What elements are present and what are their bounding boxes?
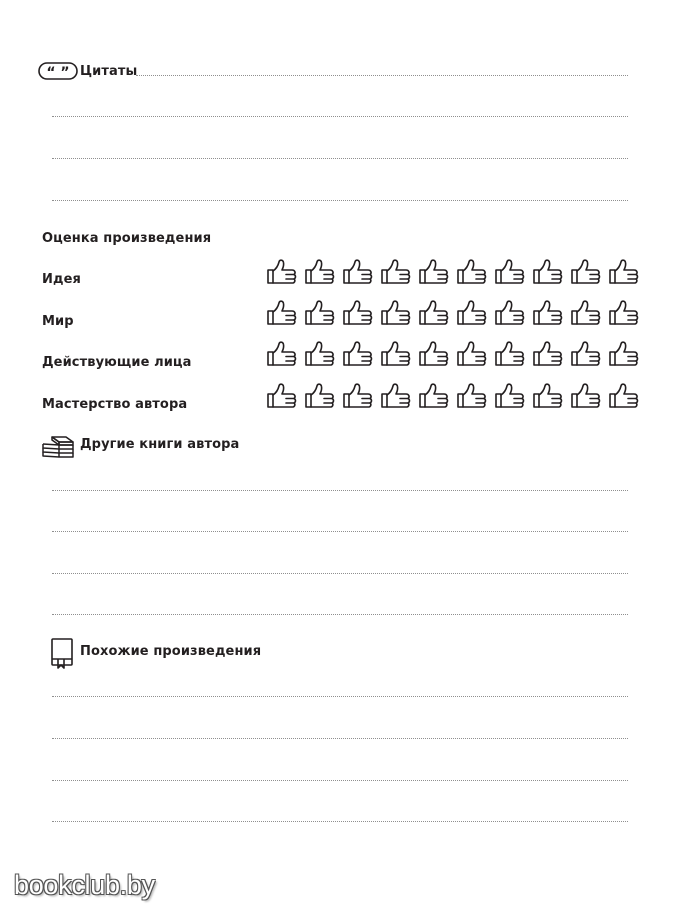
thumb-up-icon[interactable] [341, 381, 378, 409]
thumb-up-icon[interactable] [303, 257, 340, 285]
other-books-line-3[interactable] [52, 573, 628, 574]
thumb-up-icon[interactable] [531, 257, 568, 285]
thumb-up-icon[interactable] [265, 298, 302, 326]
thumb-up-icon[interactable] [341, 298, 378, 326]
thumb-up-icon[interactable] [303, 381, 340, 409]
thumb-up-icon[interactable] [569, 257, 606, 285]
thumb-up-icon[interactable] [455, 257, 492, 285]
criterion-label-mastery: Мастерство автора [42, 397, 188, 412]
thumb-up-icon[interactable] [607, 381, 644, 409]
criterion-label-characters: Действующие лица [42, 355, 192, 370]
rating-row-characters[interactable] [265, 339, 644, 367]
thumb-up-icon[interactable] [531, 298, 568, 326]
thumb-up-icon[interactable] [493, 257, 530, 285]
thumb-up-icon[interactable] [303, 339, 340, 367]
thumb-up-icon[interactable] [607, 257, 644, 285]
rating-row-mastery[interactable] [265, 381, 644, 409]
thumb-up-icon[interactable] [607, 298, 644, 326]
thumb-up-icon[interactable] [569, 298, 606, 326]
thumb-up-icon[interactable] [531, 339, 568, 367]
quotes-line-3[interactable] [52, 158, 628, 159]
rating-row-idea[interactable] [265, 257, 644, 285]
thumb-up-icon[interactable] [493, 339, 530, 367]
thumb-up-icon[interactable] [379, 339, 416, 367]
thumb-up-icon[interactable] [493, 381, 530, 409]
criterion-label-idea: Идея [42, 272, 81, 287]
rating-row-world[interactable] [265, 298, 644, 326]
thumb-up-icon[interactable] [341, 257, 378, 285]
similar-works-title: Похожие произведения [80, 644, 262, 659]
thumb-up-icon[interactable] [455, 381, 492, 409]
thumb-up-icon[interactable] [569, 339, 606, 367]
similar-works-line-4[interactable] [52, 821, 628, 822]
thumb-up-icon[interactable] [265, 381, 302, 409]
thumb-up-icon[interactable] [417, 339, 454, 367]
quotes-line-1[interactable] [136, 75, 628, 76]
thumb-up-icon[interactable] [265, 339, 302, 367]
thumb-up-icon[interactable] [379, 257, 416, 285]
thumb-up-icon[interactable] [379, 381, 416, 409]
similar-works-line-2[interactable] [52, 738, 628, 739]
watermark: bookclub.by [14, 870, 155, 900]
thumb-up-icon[interactable] [531, 381, 568, 409]
svg-text:“ ”: “ ” [46, 65, 70, 80]
thumb-up-icon[interactable] [455, 298, 492, 326]
thumb-up-icon[interactable] [569, 381, 606, 409]
quotes-line-2[interactable] [52, 116, 628, 117]
thumb-up-icon[interactable] [607, 339, 644, 367]
thumb-up-icon[interactable] [455, 339, 492, 367]
thumb-up-icon[interactable] [417, 257, 454, 285]
thumb-up-icon[interactable] [379, 298, 416, 326]
thumb-up-icon[interactable] [417, 381, 454, 409]
other-books-line-1[interactable] [52, 490, 628, 491]
criterion-label-world: Мир [42, 314, 74, 329]
thumb-up-icon[interactable] [303, 298, 340, 326]
book-bookmark-icon [50, 637, 74, 669]
rating-title: Оценка произведения [42, 231, 212, 246]
quotes-icon [38, 62, 78, 80]
thumb-up-icon[interactable] [265, 257, 302, 285]
other-books-line-4[interactable] [52, 614, 628, 615]
other-books-title: Другие книги автора [80, 437, 240, 452]
similar-works-line-1[interactable] [52, 696, 628, 697]
similar-works-line-3[interactable] [52, 780, 628, 781]
thumb-up-icon[interactable] [341, 339, 378, 367]
thumb-up-icon[interactable] [417, 298, 454, 326]
other-books-line-2[interactable] [52, 531, 628, 532]
quotes-title: Цитаты [80, 64, 138, 79]
quotes-line-4[interactable] [52, 200, 628, 201]
books-stack-icon [40, 434, 76, 460]
thumb-up-icon[interactable] [493, 298, 530, 326]
